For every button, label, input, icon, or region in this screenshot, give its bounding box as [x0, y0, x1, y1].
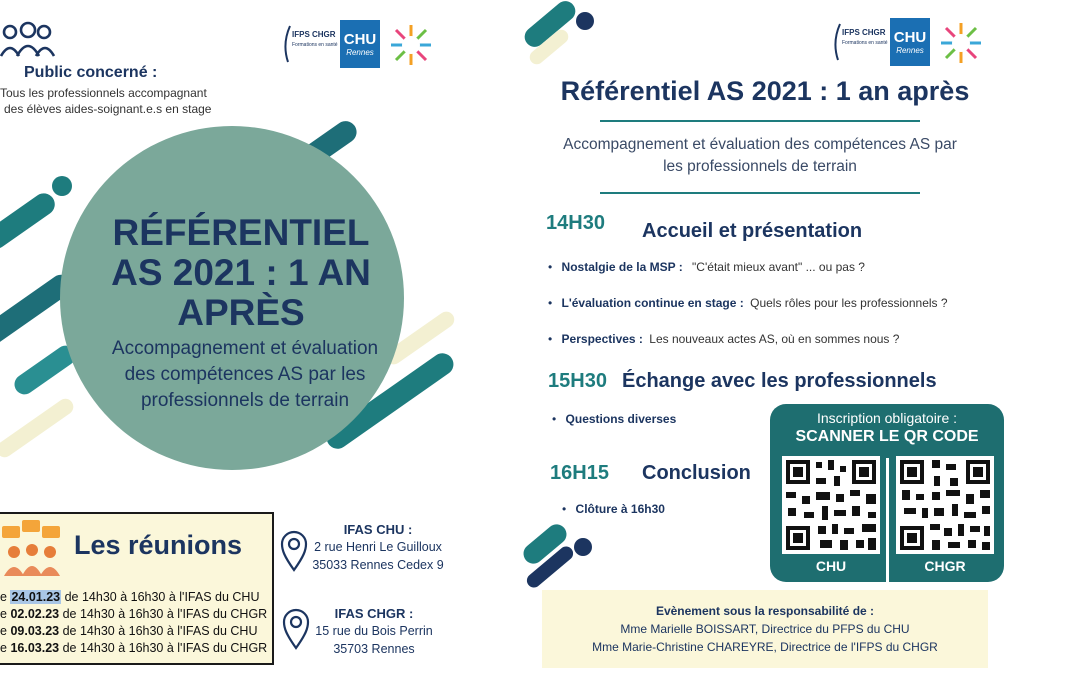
section-time: 14H30	[546, 212, 605, 234]
title-divider-top	[600, 120, 920, 122]
section-time: 15H30	[548, 370, 607, 392]
subtitle-line1: Accompagnement et évaluation des compétences AS par	[563, 136, 957, 153]
main-title: Référentiel AS 2021 : 1 an après	[560, 76, 970, 106]
circle-subtitle-line3: professionnels de terrain	[140, 390, 350, 411]
chu-logo-main: CHU	[343, 31, 377, 48]
agenda-bullet	[552, 412, 676, 426]
ifps-swoosh-icon	[832, 22, 842, 62]
address-chgr-name: IFAS CHGR :	[334, 606, 414, 621]
qr-panel-line2: SCANNER LE QR CODE	[795, 428, 979, 445]
bullet-bold: Perspectives :	[561, 332, 643, 346]
bullet-text: Les nouveaux actes AS, où en sommes nous ?	[649, 332, 900, 346]
section-time: 16H15	[550, 462, 609, 484]
ifps-logo-main: IFPS CHGR	[842, 28, 886, 37]
reunions-title: Les réunions	[74, 530, 243, 560]
reunion-row	[0, 590, 259, 604]
section-heading: Accueil et présentation	[642, 220, 863, 242]
reunion-date: 02.02.23	[10, 607, 60, 621]
responsibility-line1: Mme Marielle BOISSART, Directrice du PFPS du CHU	[620, 622, 910, 636]
reunion-details: de 14h30 à 16h30 à l'IFAS du CHU	[62, 624, 258, 638]
reunion-prefix: e	[0, 607, 7, 621]
public-concerne-line2: des élèves aides-soignant.e.s en stage	[4, 102, 212, 116]
meeting-people-icon	[2, 518, 64, 578]
circle-subtitle-line2: des compétences AS par les	[124, 364, 366, 385]
section-heading: Échange avec les professionnels	[622, 370, 937, 392]
public-concerne-line1: Tous les professionnels accompagnant	[0, 86, 207, 100]
decorative-bar	[0, 189, 59, 253]
ifps-logo	[282, 24, 338, 64]
bullet-bold: Nostalgie de la MSP :	[561, 260, 683, 274]
chu-logo-main: CHU	[893, 29, 927, 46]
reunion-details: de 14h30 à 16h30 à l'IFAS du CHGR	[62, 641, 268, 655]
address-chgr-line2: 35703 Rennes	[333, 642, 415, 656]
reunion-prefix: e	[0, 624, 7, 638]
agenda-bullet	[548, 260, 865, 274]
chu-rennes-logo	[340, 20, 380, 68]
address-chu-name: IFAS CHU :	[343, 522, 413, 537]
agenda-bullet	[548, 296, 948, 310]
circle-subtitle-line1: Accompagnement et évaluation	[111, 338, 379, 359]
bullet-text: "C'était mieux avant" ... ou pas ?	[692, 260, 865, 274]
circle-title-line1: RÉFÉRENTIEL	[112, 212, 370, 253]
decorative-dot	[574, 538, 592, 556]
ifps-logo-sub: Formations en santé	[292, 42, 338, 48]
people-group-icon	[0, 20, 56, 60]
reunion-details: de 14h30 à 16h30 à l'IFAS du CHU	[64, 590, 260, 604]
reunion-prefix: e	[0, 590, 7, 604]
ifps-logo	[832, 22, 888, 62]
subtitle-line2: les professionnels de terrain	[663, 158, 857, 175]
qr-code-chu[interactable]	[782, 456, 880, 554]
reunion-prefix: e	[0, 641, 7, 655]
bullet-text: Quels rôles pour les professionnels ?	[750, 296, 948, 310]
reunion-date: 09.03.23	[10, 624, 60, 638]
address-chu-line1: 2 rue Henri Le Guilloux	[314, 540, 442, 554]
decorative-dot	[52, 176, 72, 196]
ifps-swoosh-icon	[282, 24, 292, 64]
responsibility-title: Evènement sous la responsabilité de :	[655, 604, 875, 618]
qr-label-chu: CHU	[815, 558, 847, 574]
reunion-row	[0, 641, 267, 655]
qr-code-chgr[interactable]	[896, 456, 994, 554]
bullet-bold: L'évaluation continue en stage :	[561, 296, 744, 310]
reunion-details: de 14h30 à 16h30 à l'IFAS du CHGR	[62, 607, 268, 621]
reunion-date: 16.03.23	[10, 641, 60, 655]
qr-panel-line1: Inscription obligatoire :	[816, 410, 958, 426]
chu-rennes-logo	[890, 18, 930, 66]
ifps-logo-sub: Formations en santé	[842, 40, 888, 46]
agenda-bullet	[562, 502, 665, 516]
address-chgr-line1: 15 rue du Bois Perrin	[315, 624, 433, 638]
section-heading: Conclusion	[642, 462, 751, 484]
colorful-star-logo-icon	[938, 20, 984, 66]
responsibility-line2: Mme Marie-Christine CHAREYRE, Directrice de l'IFPS du CHGR	[592, 640, 938, 654]
decorative-dot	[576, 12, 594, 30]
address-chu-line2: 35033 Rennes Cedex 9	[312, 558, 444, 572]
qr-divider	[886, 458, 889, 582]
circle-title-line2: AS 2021 : 1 AN	[111, 252, 371, 293]
circle-title-line3: APRÈS	[177, 292, 305, 333]
location-pin-icon	[280, 530, 308, 572]
bullet-bold: Clôture à 16h30	[575, 502, 665, 516]
colorful-star-logo-icon	[388, 22, 434, 68]
agenda-bullet	[548, 332, 899, 346]
qr-label-chgr: CHGR	[924, 558, 966, 574]
reunion-row	[0, 624, 257, 638]
chu-logo-sub: Rennes	[896, 46, 924, 55]
reunion-row	[0, 607, 267, 621]
bullet-bold: Questions diverses	[565, 412, 677, 426]
public-concerne-title: Public concerné :	[24, 64, 158, 81]
title-divider-bottom	[600, 192, 920, 194]
chu-logo-sub: Rennes	[346, 48, 374, 57]
reunion-date: 24.01.23	[11, 590, 61, 604]
ifps-logo-main: IFPS CHGR	[292, 30, 336, 39]
